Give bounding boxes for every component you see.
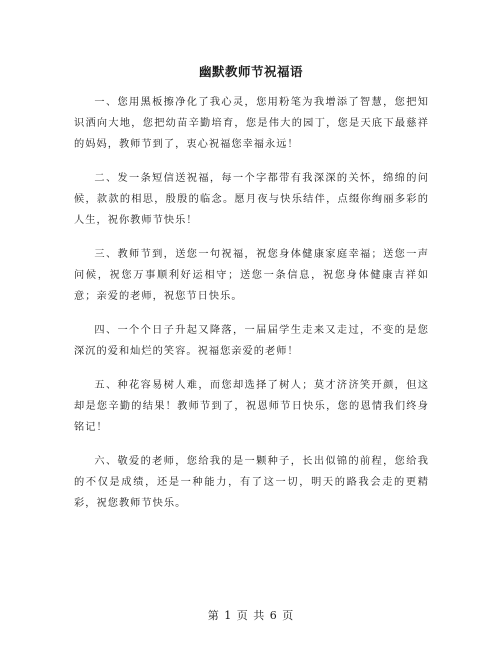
document-title: 幽默教师节祝福语 — [198, 64, 303, 79]
paragraph-2: 二、发一条短信送祝福，每一个字都带有我深深的关怀，绵绵的问候，款款的相思，殷殷的临念。愿月夜与快乐结伴，点缀你绚丽多彩的人生，祝你教师节快乐！ — [74, 173, 429, 226]
paragraph-5: 五、种花容易树人难，而您却选择了树人；莫才济济笑开颜，但这却是您辛勤的结果！教师节到了，祝恩师节日快乐，您的恩情我们终身铭记！ — [74, 380, 429, 433]
page-number-footer: 第 1 页 共 6 页 — [207, 609, 295, 622]
paragraph-1: 一、您用黑板擦净化了我心灵，您用粉笔为我增添了智慧，您把知识洒向大地，您把幼苗辛勤培育，您是伟大的园丁，您是天底下最慈祥的妈妈，教师节到了，衷心祝福您幸福永远！ — [74, 97, 429, 150]
paragraph-4: 四、一个个日子升起又降落，一届届学生走来又走过，不变的是您深沉的爱和灿烂的笑容。祝福您亲爱的老师！ — [74, 325, 429, 357]
paragraph-6: 六、敬爱的老师，您给我的是一颗种子，长出似锦的前程，您给我的不仅是成绩，还是一种能力，有了这一切，明天的路我会走的更精彩，祝您教师节快乐。 — [74, 456, 429, 509]
document-body — [74, 92, 429, 527]
paragraph-3: 三、教师节到，送您一句祝福，祝您身体健康家庭幸福；送您一声问候，祝您万事顺利好运相守；送您一条信息，祝您身体健康吉祥如意；亲爱的老师，祝您节日快乐。 — [74, 249, 429, 302]
